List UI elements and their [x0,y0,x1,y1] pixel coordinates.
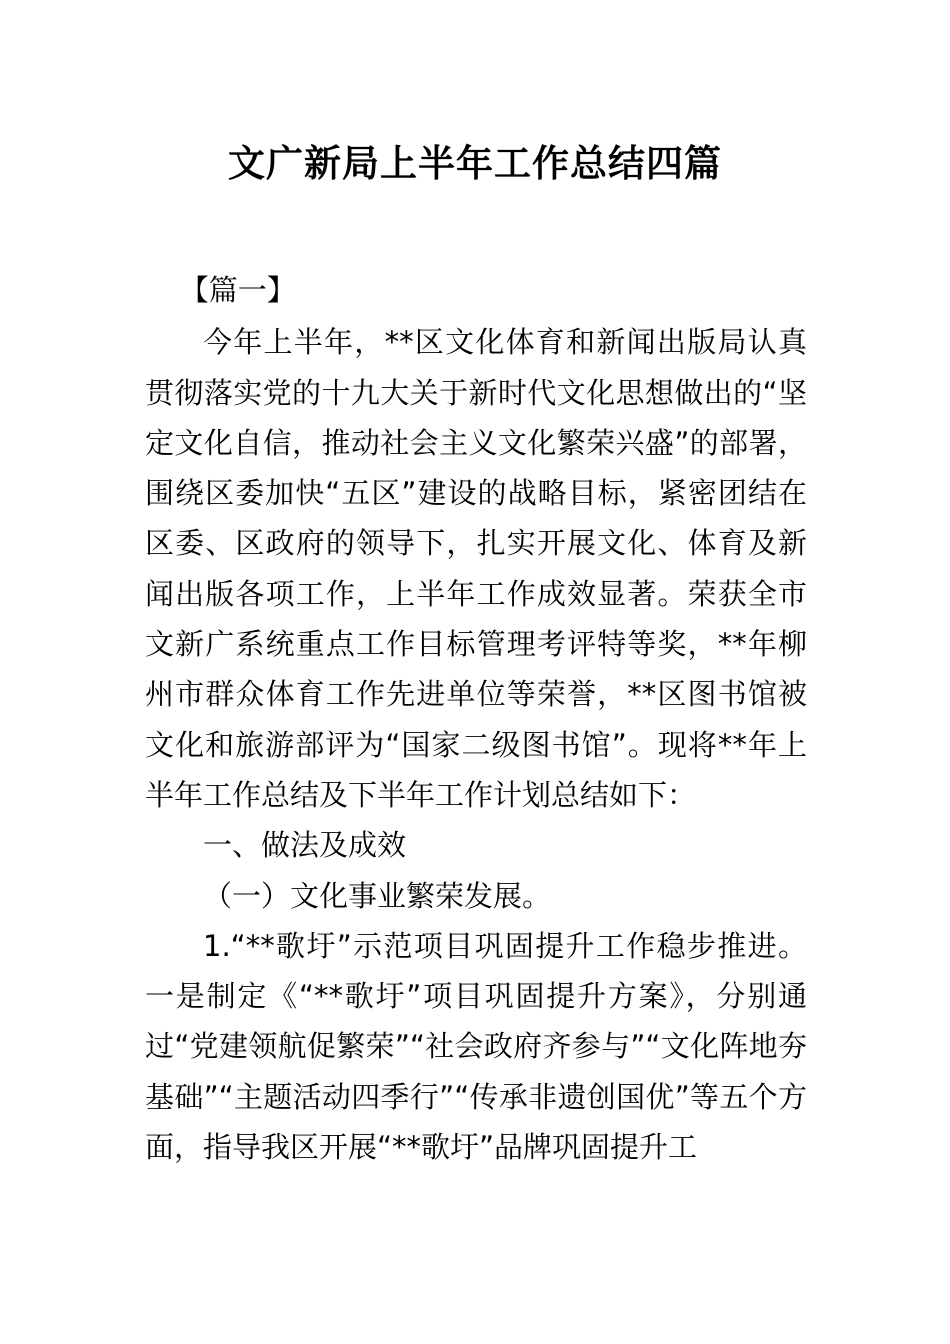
document-title: 文广新局上半年工作总结四篇 [228,142,722,185]
body-paragraph: 1.“**歌圩”示范项目巩固提升工作稳步推进。一是制定《“**歌圩”项目巩固提升方案》，分别通过“党建领航促繁荣”“社会政府齐参与”“文化阵地夯基础”“主题活动四季行”“传承非遗创国优”等五个方面，指导我区开展“**歌圩”品牌巩固提升工 [145,928,807,1165]
heading-level-1: 一、做法及成效 [203,828,407,863]
heading-level-2: （一）文化事业繁荣发展。 [203,878,552,913]
section-heading: 【篇一】 [179,273,296,307]
intro-paragraph: 今年上半年，**区文化体育和新闻出版局认真贯彻落实党的十九大关于新时代文化思想做出的“坚定文化自信，推动社会主义文化繁荣兴盛”的部署，围绕区委加快“五区”建设的战略目标，紧密团结在区委、区政府的领导下，扎实开展文化、体育及新闻出版各项工作，上半年工作成效显著。荣获全市文新广系统重点工作目标管理考评特等奖，**年柳州市群众体育工作先进单位等荣誉，**区图书馆被文化和旅游部评为“国家二级图书馆”。现将**年上半年工作总结及下半年工作计划总结如下： [145,325,807,812]
document-body [145,265,807,1172]
